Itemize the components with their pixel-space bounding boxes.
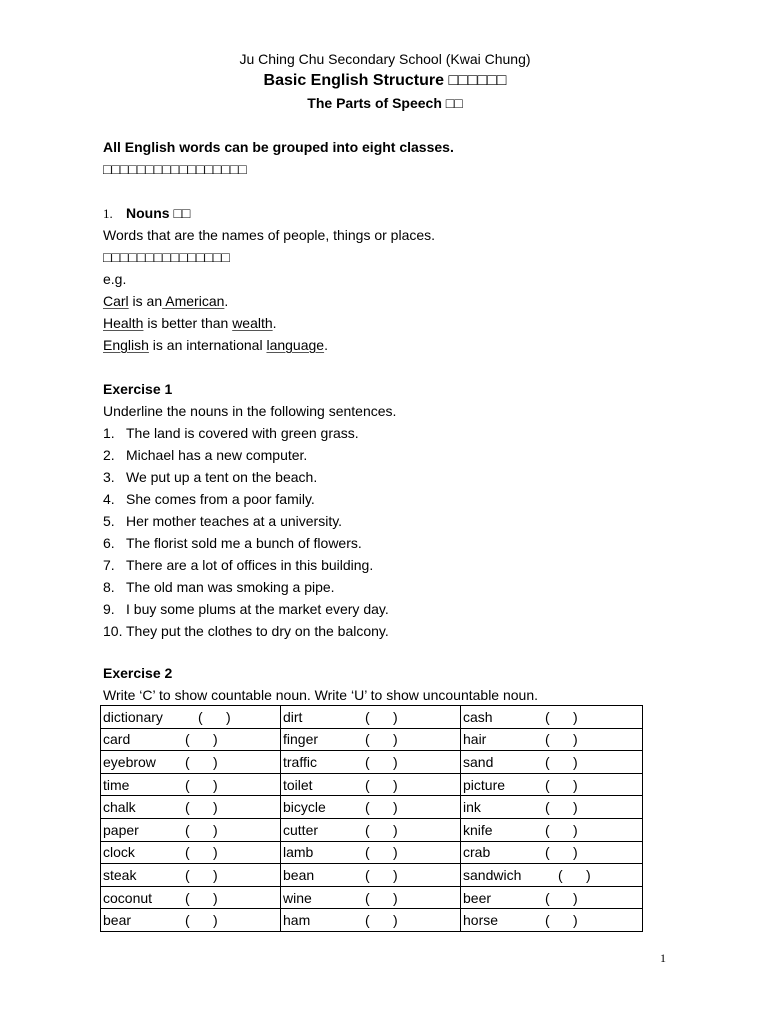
- noun-word: dirt: [283, 708, 303, 725]
- exercise1-item: [103, 623, 389, 639]
- table-cell: [461, 864, 643, 887]
- noun-word: chalk: [103, 799, 136, 816]
- sentence-text: .: [324, 337, 328, 353]
- item-number: 3.: [103, 469, 115, 485]
- noun-word: lamb: [283, 844, 314, 861]
- exercise1-item: [103, 557, 373, 573]
- exercise1-item: [103, 469, 317, 485]
- noun-word: traffic: [283, 753, 317, 770]
- sentence-text: .: [272, 315, 277, 331]
- item-number: 10.: [103, 623, 123, 639]
- noun-word: beer: [463, 889, 492, 906]
- answer-blank[interactable]: ( ): [365, 866, 398, 883]
- answer-blank[interactable]: ( ): [365, 799, 398, 816]
- answer-blank[interactable]: ( ): [545, 731, 578, 748]
- table-cell: [101, 818, 281, 841]
- noun-word: steak: [103, 866, 137, 883]
- underlined-noun: English: [103, 337, 149, 353]
- answer-blank[interactable]: ( ): [365, 821, 398, 838]
- item-number: 6.: [103, 535, 115, 551]
- table-row: [101, 773, 643, 796]
- underlined-noun: language: [266, 337, 325, 353]
- table-cell: [101, 841, 281, 864]
- exercise1-item: [103, 513, 342, 529]
- document-subtitle: The Parts of Speech □□: [307, 95, 463, 111]
- table-cell: [101, 796, 281, 819]
- table-row: [101, 909, 643, 932]
- intro-statement-chinese: □□□□□□□□□□□□□□□□□: [103, 161, 247, 177]
- item-number: 5.: [103, 513, 115, 529]
- answer-blank[interactable]: ( ): [185, 776, 218, 793]
- example-sentence: [103, 293, 228, 309]
- answer-blank[interactable]: ( ): [545, 776, 578, 793]
- item-number: 7.: [103, 557, 115, 573]
- table-row: [101, 728, 643, 751]
- noun-word: knife: [463, 821, 493, 838]
- example-sentence: [103, 337, 328, 353]
- answer-blank[interactable]: ( ): [545, 844, 578, 861]
- item-number: 1.: [103, 425, 115, 441]
- noun-word: finger: [283, 731, 319, 748]
- answer-blank[interactable]: ( ): [545, 753, 578, 770]
- noun-word: cutter: [283, 821, 319, 838]
- exercise1-instruction: Underline the nouns in the following sentences.: [103, 403, 397, 419]
- noun-word: picture: [463, 776, 506, 793]
- exercise1-item: [103, 535, 362, 551]
- table-cell: [281, 909, 461, 932]
- answer-blank[interactable]: ( ): [185, 753, 218, 770]
- underlined-noun: Carl: [103, 293, 129, 309]
- table-cell: [461, 909, 643, 932]
- noun-word: toilet: [283, 776, 313, 793]
- item-sentence: The land is covered with green grass.: [126, 425, 359, 441]
- exercise2-title: Exercise 2: [103, 665, 173, 681]
- answer-blank[interactable]: ( ): [185, 799, 218, 816]
- noun-word: dictionary: [103, 708, 163, 725]
- noun-word: cash: [463, 708, 493, 725]
- underlined-noun: American: [162, 293, 225, 309]
- answer-blank[interactable]: ( ): [185, 844, 218, 861]
- sentence-text: is better than: [143, 315, 233, 331]
- noun-word: time: [103, 776, 130, 793]
- table-cell: [461, 706, 643, 729]
- item-sentence: The florist sold me a bunch of flowers.: [126, 535, 362, 551]
- underlined-noun: Health: [103, 315, 144, 331]
- table-cell: [101, 728, 281, 751]
- item-sentence: We put up a tent on the beach.: [126, 469, 318, 485]
- table-cell: [461, 886, 643, 909]
- table-cell: [281, 706, 461, 729]
- exercise1-item: [103, 579, 335, 595]
- item-sentence: There are a lot of offices in this building.: [126, 557, 374, 573]
- exercise2-instruction: Write ‘C’ to show countable noun. Write ‘U’ to show uncountable noun.: [103, 687, 539, 703]
- table-row: [101, 818, 643, 841]
- exercise1-item: [103, 425, 359, 441]
- noun-word: bicycle: [283, 799, 326, 816]
- exercise1-item: [103, 447, 307, 463]
- answer-blank[interactable]: ( ): [558, 866, 591, 883]
- answer-blank[interactable]: ( ): [198, 708, 231, 725]
- item-sentence: Her mother teaches at a university.: [126, 513, 343, 529]
- table-row: [101, 841, 643, 864]
- table-cell: [101, 751, 281, 774]
- noun-word: clock: [103, 844, 135, 861]
- intro-statement: All English words can be grouped into eight classes.: [103, 139, 454, 155]
- table-row: [101, 886, 643, 909]
- item-sentence: The old man was smoking a pipe.: [126, 579, 335, 595]
- answer-blank[interactable]: ( ): [365, 753, 398, 770]
- page-number: 1: [660, 951, 666, 965]
- table-cell: [101, 909, 281, 932]
- answer-blank[interactable]: ( ): [545, 708, 578, 725]
- noun-word: eyebrow: [103, 753, 156, 770]
- section-title: Nouns □□: [126, 205, 191, 221]
- noun-word: hair: [463, 731, 487, 748]
- sentence-text: is an: [128, 293, 163, 309]
- table-cell: [461, 796, 643, 819]
- example-label: e.g.: [103, 271, 127, 287]
- table-cell: [101, 864, 281, 887]
- underlined-noun: wealth: [232, 315, 273, 331]
- table-row: [101, 796, 643, 819]
- item-sentence: She comes from a poor family.: [126, 491, 315, 507]
- exercise1-title: Exercise 1: [103, 381, 173, 397]
- item-number: 4.: [103, 491, 115, 507]
- item-number: 8.: [103, 579, 115, 595]
- school-name: Ju Ching Chu Secondary School (Kwai Chung): [239, 51, 531, 67]
- table-row: [101, 864, 643, 887]
- table-cell: [281, 728, 461, 751]
- answer-blank[interactable]: ( ): [185, 821, 218, 838]
- item-sentence: I buy some plums at the market every day.: [126, 601, 389, 617]
- noun-word: coconut: [103, 889, 153, 906]
- table-cell: [461, 841, 643, 864]
- noun-word: wine: [283, 889, 312, 906]
- noun-word: crab: [463, 844, 491, 861]
- table-cell: [101, 886, 281, 909]
- section-nouns-heading: [103, 205, 190, 222]
- answer-blank[interactable]: ( ): [365, 731, 398, 748]
- table-row: [101, 706, 643, 729]
- item-sentence: Michael has a new computer.: [126, 447, 308, 463]
- exercise1-item: [103, 491, 315, 507]
- sentence-text: .: [224, 293, 229, 309]
- table-cell: [281, 841, 461, 864]
- noun-word: paper: [103, 821, 139, 838]
- noun-word: bean: [283, 866, 315, 883]
- table-cell: [281, 864, 461, 887]
- answer-blank[interactable]: ( ): [545, 821, 578, 838]
- answer-blank[interactable]: ( ): [185, 889, 218, 906]
- item-number: 9.: [103, 601, 115, 617]
- sentence-text: is an international: [148, 337, 267, 353]
- table-row: [101, 751, 643, 774]
- table-cell: [461, 773, 643, 796]
- answer-blank[interactable]: ( ): [185, 731, 218, 748]
- table-cell: [281, 773, 461, 796]
- answer-blank[interactable]: ( ): [365, 708, 398, 725]
- table-cell: [101, 706, 281, 729]
- answer-blank[interactable]: ( ): [365, 844, 398, 861]
- answer-blank[interactable]: ( ): [545, 889, 578, 906]
- answer-blank[interactable]: ( ): [185, 912, 218, 929]
- table-cell: [461, 728, 643, 751]
- table-cell: [281, 796, 461, 819]
- answer-blank[interactable]: ( ): [185, 866, 218, 883]
- table-cell: [101, 773, 281, 796]
- answer-blank[interactable]: ( ): [545, 912, 578, 929]
- noun-word: ink: [463, 799, 481, 816]
- table-cell: [461, 751, 643, 774]
- item-sentence: They put the clothes to dry on the balcony.: [126, 623, 389, 639]
- example-sentence: [103, 315, 277, 331]
- table-cell: [281, 818, 461, 841]
- table-cell: [461, 818, 643, 841]
- answer-blank[interactable]: ( ): [365, 776, 398, 793]
- nouns-definition: Words that are the names of people, things or places.: [103, 227, 436, 243]
- noun-word: sand: [463, 753, 494, 770]
- answer-blank[interactable]: ( ): [365, 889, 398, 906]
- document-title: Basic English Structure □□□□□□: [263, 72, 507, 89]
- nouns-definition-chinese: □□□□□□□□□□□□□□□: [103, 249, 230, 265]
- table-cell: [281, 886, 461, 909]
- countable-noun-table: [100, 705, 643, 932]
- answer-blank[interactable]: ( ): [545, 799, 578, 816]
- noun-word: horse: [463, 912, 499, 929]
- exercise1-item: [103, 601, 389, 617]
- answer-blank[interactable]: ( ): [365, 912, 398, 929]
- noun-word: card: [103, 731, 131, 748]
- section-number: 1.: [103, 206, 113, 221]
- table-cell: [281, 751, 461, 774]
- noun-word: bear: [103, 912, 132, 929]
- noun-word: ham: [283, 912, 311, 929]
- item-number: 2.: [103, 447, 115, 463]
- noun-word: sandwich: [463, 866, 522, 883]
